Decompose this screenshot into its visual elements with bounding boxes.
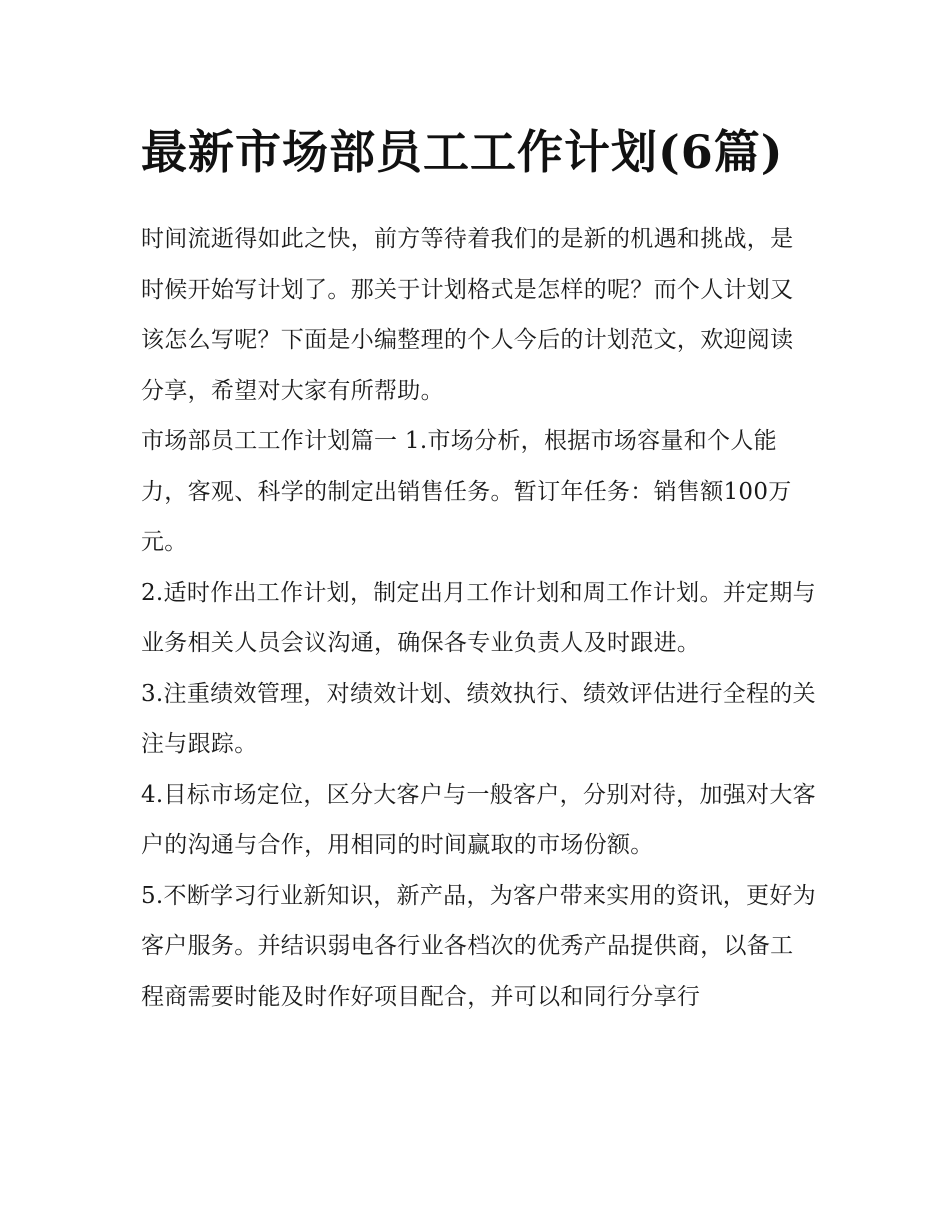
intro-paragraph: 时间流逝得如此之快，前方等待着我们的是新的机遇和挑战，是时候开始写计划了。那关于计划格式是怎样的呢？而个人计划又该怎么写呢？下面是小编整理的个人今后的计划范文，欢迎阅读分享，希望对大家有所帮助。	[141, 226, 794, 404]
list-item-3: 3.注重绩效管理，对绩效计划、绩效执行、绩效评估进行全程的关注与跟踪。	[141, 680, 816, 757]
list-item-4: 4.目标市场定位，区分大客户与一般客户，分别对待，加强对大客户的沟通与合作，用相同的时间赢取的市场份额。	[141, 781, 816, 858]
document-body	[141, 214, 816, 1022]
section-one-paragraph: 市场部员工工作计划篇一 1.市场分析，根据市场容量和个人能力，客观、科学的制定出销售任务。暂订年任务：销售额100万元。	[141, 428, 792, 555]
document-page	[141, 0, 816, 1022]
list-item-2: 2.适时作出工作计划，制定出月工作计划和周工作计划。并定期与业务相关人员会议沟通，确保各专业负责人及时跟进。	[141, 579, 816, 656]
document-title: 最新市场部员工工作计划(6篇)	[141, 125, 784, 179]
list-item-5: 5.不断学习行业新知识，新产品，为客户带来实用的资讯，更好为客户服务。并结识弱电各行业各档次的优秀产品提供商，以备工程商需要时能及时作好项目配合，并可以和同行分享行	[141, 882, 816, 1010]
